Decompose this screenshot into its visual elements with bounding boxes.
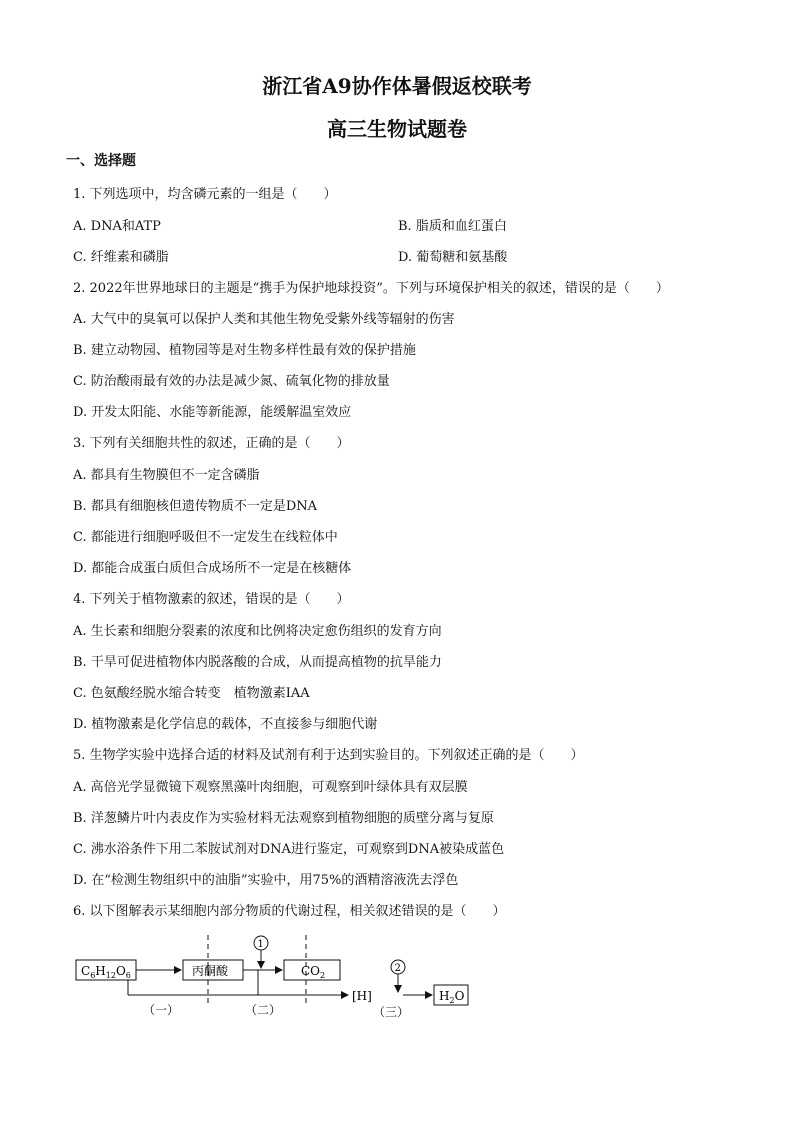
question-2-stem: 2. 2022年世界地球日的主题是“携手为保护地球投资”。下列与环境保护相关的叙述，错误的是（ ） [73,281,669,296]
question-2-option-c: C. 防治酸雨最有效的办法是减少氮、硫氧化物的排放量 [73,374,390,389]
question-4-option-a: A. 生长素和细胞分裂素的浓度和比例将决定愈伤组织的发育方向 [73,624,442,639]
question-2-option-d: D. 开发太阳能、水能等新能源，能缓解温室效应 [73,405,352,420]
question-4-option-d: D. 植物激素是化学信息的载体，不直接参与细胞代谢 [73,717,378,732]
metabolism-diagram [73,930,493,1025]
question-5-option-b: B. 洋葱鳞片叶内表皮作为实验材料无法观察到植物细胞的质壁分离与复原 [73,811,494,826]
co2-label: $CO_2$ [301,964,326,980]
section-heading: 一、选择题 [66,153,136,169]
stage-1-label: （一） [143,1003,180,1017]
h2o-label: $H_2O$ [439,989,465,1005]
stage-2-label: （二） [245,1003,282,1017]
question-3-option-d: D. 都能合成蛋白质但合成场所不一定是在核糖体 [73,561,352,576]
question-3-option-c: C. 都能进行细胞呼吸但不一定发生在线粒体中 [73,530,338,545]
question-4-option-c: C. 色氨酸经脱水缩合转变 植物激素IAA [73,686,310,701]
question-4-option-b: B. 干旱可促进植物体内脱落酸的合成，从而提高植物的抗旱能力 [73,655,442,670]
h-label: [H] [352,989,372,1003]
question-2-option-a: A. 大气中的臭氧可以保护人类和其他生物免受紫外线等辐射的伤害 [73,312,455,327]
question-1-option-b: B. 脂质和血红蛋白 [398,219,507,234]
question-5-option-c: C. 沸水浴条件下用二苯胺试剂对DNA进行鉴定，可观察到DNA被染成蓝色 [73,842,505,857]
question-3-option-b: B. 都具有细胞核但遗传物质不一定是DNA [73,499,318,514]
marker-2-label: 2 [394,963,401,974]
glucose-label: $C_6H_{12}O_6$ [81,964,131,980]
question-1-option-c: C. 纤维素和磷脂 [73,250,169,265]
question-3-option-a: A. 都具有生物膜但不一定含磷脂 [73,468,260,483]
question-1-stem: 1. 下列选项中，均含磷元素的一组是（ ） [73,187,337,202]
marker-1-label: 1 [257,939,264,950]
stage-3-label: （三） [373,1005,410,1019]
question-6-stem: 6. 以下图解表示某细胞内部分物质的代谢过程，相关叙述错误的是（ ） [73,904,506,919]
exam-title: 浙江省A9协作体暑假返校联考 [262,74,532,98]
question-5-option-d: D. 在“检测生物组织中的油脂”实验中，用75%的酒精溶液洗去浮色 [73,873,459,888]
question-3-stem: 3. 下列有关细胞共性的叙述，正确的是（ ） [73,436,350,451]
question-5-stem: 5. 生物学实验中选择合适的材料及试剂有利于达到实验目的。下列叙述正确的是（ ） [73,748,584,763]
exam-subtitle: 高三生物试题卷 [327,117,467,141]
question-1-option-a: A. DNA和ATP [73,219,161,234]
question-4-stem: 4. 下列关于植物激素的叙述，错误的是（ ） [73,592,350,607]
question-1-option-d: D. 葡萄糖和氨基酸 [398,250,508,265]
pyruvate-label: 丙酮酸 [192,964,229,978]
question-2-option-b: B. 建立动物园、植物园等是对生物多样性最有效的保护措施 [73,343,416,358]
question-5-option-a: A. 高倍光学显微镜下观察黑藻叶肉细胞，可观察到叶绿体具有双层膜 [73,780,468,795]
